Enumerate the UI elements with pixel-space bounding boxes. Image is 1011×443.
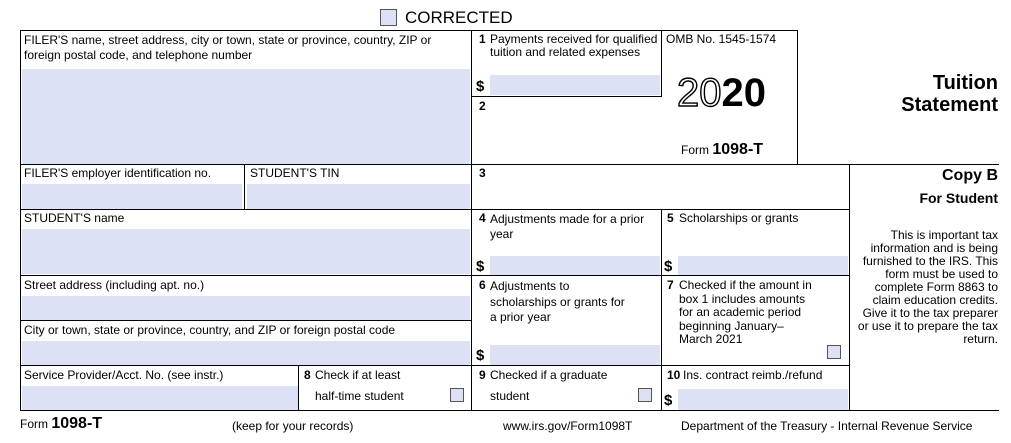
box5-dollar: $: [664, 258, 673, 275]
filer-name-field[interactable]: [22, 69, 470, 164]
tax-year-bold: 20: [721, 71, 766, 115]
corrected-label: CORRECTED: [405, 8, 513, 27]
box8-label-line1: Check if at least: [315, 368, 401, 382]
omb-number: OMB No. 1545-1574: [666, 32, 777, 46]
box8-checkbox[interactable]: [450, 388, 464, 402]
divider-street-city: [20, 320, 471, 321]
box5-number: 5: [667, 211, 674, 225]
box9-checkbox[interactable]: [638, 388, 652, 402]
omb-form-word: Form: [681, 143, 709, 157]
box4-dollar: $: [476, 258, 485, 275]
box7-number: 7: [667, 278, 674, 292]
form-title-line1: Tuition: [932, 72, 998, 94]
divider-box4-box5: [661, 209, 662, 411]
filer-ein-field[interactable]: [22, 184, 242, 209]
divider-row1: [20, 164, 999, 165]
city-label: City or town, state or province, country, and ZIP or foreign postal code: [24, 323, 396, 337]
city-field[interactable]: [22, 341, 470, 365]
footer-keep-note: (keep for your records): [232, 419, 354, 433]
box7-label: Checked if the amount in box 1 includes amounts for an academic period beginning January– March 2021: [679, 278, 812, 347]
footer-department: Department of the Treasury - Internal Revenue Service: [681, 419, 973, 433]
box6-number: 6: [479, 278, 486, 292]
box10-amount-field[interactable]: [678, 389, 848, 410]
box8-label-line2: half-time student: [315, 389, 404, 403]
box2-number: 2: [479, 99, 486, 113]
box8-number: 8: [304, 368, 311, 382]
service-provider-label: Service Provider/Acct. No. (see instr.): [24, 368, 224, 382]
box4-amount-field[interactable]: [490, 256, 660, 275]
box10-dollar: $: [664, 392, 673, 409]
box9-label-line2: student: [490, 389, 530, 403]
omb-form-name: [681, 141, 763, 159]
box10-number: 10: [667, 368, 681, 382]
form-left-border: [20, 30, 21, 411]
student-tin-label: STUDENT'S TIN: [250, 166, 340, 180]
copy-instructions: This is important tax information and is being furnished to the IRS. This form must be used to complete Form 8863 to claim education credits. Give it to the tax preparer or use it to prepare the tax return.: [857, 228, 998, 346]
copy-title: Copy B: [942, 167, 998, 184]
form-title: [820, 72, 998, 116]
street-address-label: Street address (including apt. no.): [24, 278, 205, 292]
footer-form-number: 1098-T: [51, 415, 103, 432]
form-bottom-border: [20, 410, 999, 411]
divider-copy-column: [849, 164, 850, 411]
box4-label: Adjustments made for a prior year: [490, 212, 645, 241]
box4-number: 4: [479, 211, 486, 225]
divider-omb-right: [797, 30, 798, 164]
box9-number: 9: [479, 368, 486, 382]
box1-amount-field[interactable]: [490, 75, 660, 95]
divider-row2: [20, 209, 849, 210]
divider-box1-box2: [471, 96, 661, 97]
student-tin-field[interactable]: [247, 184, 470, 209]
box5-label: Scholarships or grants: [679, 211, 799, 225]
box10-label: Ins. contract reimb./refund: [683, 368, 823, 382]
divider-service-box8: [298, 365, 299, 411]
student-name-label: STUDENT'S name: [24, 211, 125, 225]
filer-ein-label: FILER'S employer identification no.: [24, 166, 212, 180]
box1-label: Payments received for qualified tuition and related expenses: [490, 32, 658, 59]
tax-year: [677, 72, 766, 114]
footer-form-name: [20, 415, 102, 433]
box1-number: 1: [479, 32, 486, 46]
divider-ein-tin: [244, 164, 245, 210]
box5-amount-field[interactable]: [678, 256, 848, 275]
box6-dollar: $: [476, 347, 485, 364]
corrected-checkbox[interactable]: [380, 9, 397, 26]
box6-label: Adjustments to scholarships or grants for a prior year: [490, 279, 625, 324]
divider-row3: [20, 275, 849, 276]
tax-year-outline: 20: [677, 71, 722, 115]
divider-left-column: [471, 30, 472, 411]
divider-box1-omb: [661, 30, 662, 97]
footer-form-word: Form: [20, 417, 48, 431]
box3-number: 3: [479, 166, 486, 180]
copy-subtitle: For Student: [919, 190, 998, 206]
divider-row4: [20, 365, 849, 366]
omb-form-number: 1098-T: [712, 141, 764, 158]
box7-checkbox[interactable]: [827, 345, 841, 359]
service-provider-field[interactable]: [22, 386, 298, 410]
box6-amount-field[interactable]: [490, 345, 660, 365]
form-title-line2: Statement: [901, 94, 998, 116]
street-address-field[interactable]: [22, 296, 470, 320]
student-name-field[interactable]: [22, 229, 470, 274]
filer-name-label: FILER'S name, street address, city or town, state or province, country, ZIP or foreign postal code, and telephone number: [24, 33, 432, 62]
box9-label-line1: Checked if a graduate: [490, 368, 608, 382]
box1-dollar: $: [476, 78, 485, 95]
footer-url[interactable]: www.irs.gov/Form1098T: [503, 419, 633, 433]
form-top-border: [20, 30, 797, 31]
